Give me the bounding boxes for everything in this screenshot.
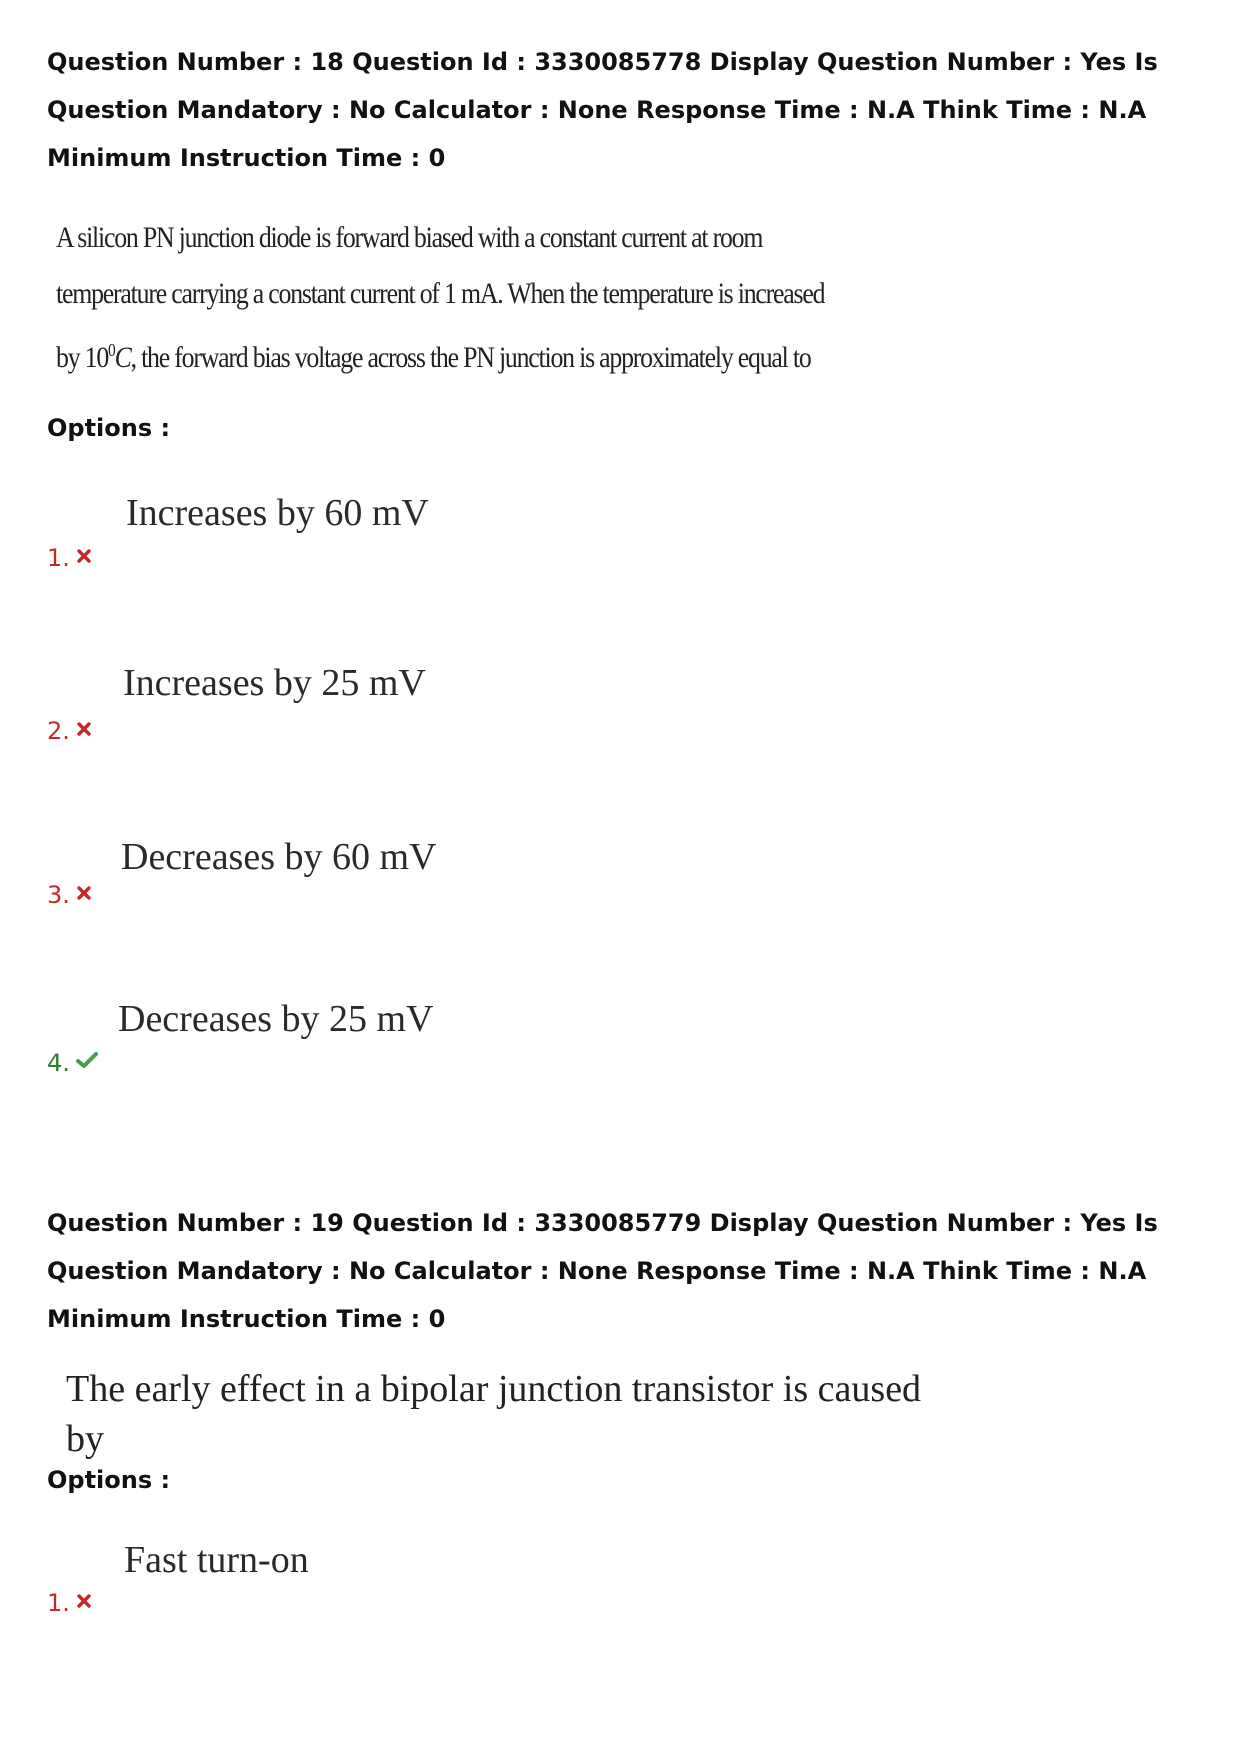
q18-option-3-number bbox=[47, 878, 92, 910]
cross-icon bbox=[76, 878, 92, 908]
question-18-degree-superscript: 0 bbox=[108, 340, 115, 360]
q18-option-2-text: Increases by 25 mV bbox=[123, 662, 426, 704]
q18-option-4-text: Decreases by 25 mV bbox=[118, 998, 434, 1040]
question-18-text bbox=[56, 210, 830, 386]
cross-icon bbox=[76, 714, 92, 744]
q18-option-2-num-label: 2. bbox=[47, 717, 70, 745]
check-icon bbox=[76, 1046, 98, 1076]
q18-option-3-num-label: 3. bbox=[47, 881, 70, 909]
question-18-text-part2: , the forward bias voltage across the PN junction is approximately equal to bbox=[130, 341, 811, 374]
q18-option-1-number bbox=[47, 541, 92, 573]
q18-option-3-text: Decreases by 60 mV bbox=[121, 836, 437, 878]
q18-option-4-num-label: 4. bbox=[47, 1049, 70, 1077]
question-19-options-label: Options : bbox=[47, 1466, 171, 1494]
cross-icon bbox=[76, 541, 92, 571]
question-18-header: Question Number : 18 Question Id : 3330085778 Display Question Number : Yes Is Question Mandatory : No Calculator : None Response Time : N.A Think Time : N.A Minimum Instruction Time : 0 bbox=[47, 48, 1158, 172]
cross-icon bbox=[76, 1586, 92, 1616]
question-19-header: Question Number : 19 Question Id : 3330085779 Display Question Number : Yes Is Question Mandatory : No Calculator : None Response Time : N.A Think Time : N.A Minimum Instruction Time : 0 bbox=[47, 1209, 1158, 1333]
question-18-unit: C bbox=[114, 341, 131, 374]
q19-option-1-number bbox=[47, 1586, 92, 1618]
q19-option-1-text: Fast turn-on bbox=[124, 1539, 309, 1581]
q18-option-4-number bbox=[47, 1046, 98, 1078]
q18-option-2-number bbox=[47, 714, 92, 746]
q18-option-1-text: Increases by 60 mV bbox=[126, 492, 429, 534]
q19-option-1-num-label: 1. bbox=[47, 1589, 70, 1617]
question-18-options-label: Options : bbox=[47, 414, 171, 442]
question-19-text: The early effect in a bipolar junction transistor is caused by bbox=[66, 1368, 922, 1460]
question-18-text-part1: A silicon PN junction diode is forward biased with a constant current at room temperature carrying a constant current of 1 mA. When the temperature is increased by 10 bbox=[56, 221, 825, 374]
q18-option-1-num-label: 1. bbox=[47, 544, 70, 572]
